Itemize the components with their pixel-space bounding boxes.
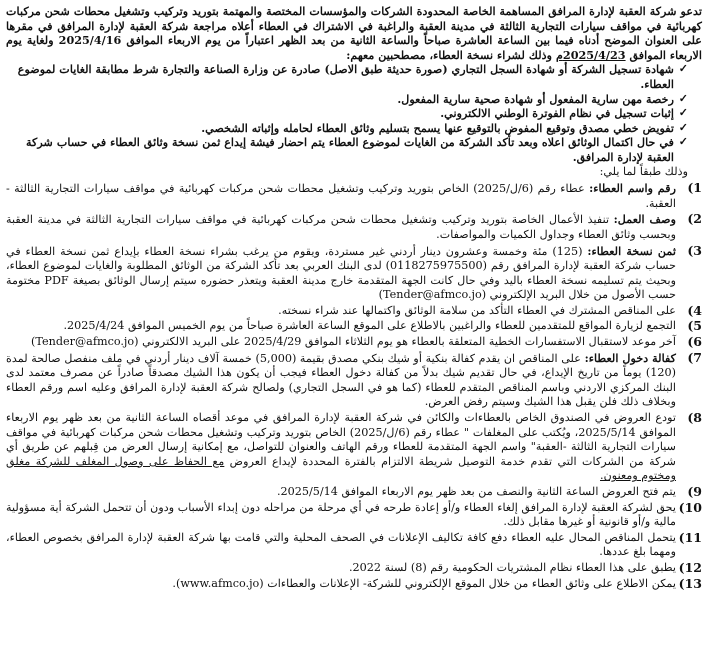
checkmark-icon: ✓: [678, 106, 688, 120]
requirement-text: في حال اكتمال الوثائق اعلاه وبعد تأكد الشركة من الغايات لموضوع العطاء يتم احضار فيشة إيداع ثمن نسخة وثائق العطاء في حساب شركة العقبة لإدارة المرافق.: [26, 135, 674, 164]
term-item: [6, 304, 702, 319]
term-heading: كفالة دخول العطاء:: [584, 350, 676, 365]
checkmark-icon: ✓: [678, 91, 688, 105]
term-item: [6, 501, 702, 530]
intro-paragraph: [6, 4, 702, 62]
term-underlined-text: مع الحفاظ على وصول المغلف للشركة مغلق ومختوم ومعنون.: [6, 454, 676, 483]
term-text: يتم فتح العروض الساعة الثانية والنصف من بعد ظهر يوم الاربعاء الموافق 2025/5/14.: [276, 485, 676, 498]
term-number: 9): [687, 484, 702, 499]
term-number: 4): [687, 302, 702, 318]
term-text: على المناقص ان يقدم كفالة بنكية أو شيك بنكي مصدق بقيمة (5,000) خمسة آلاف دينار أردني في ملف منفصل صالحة لمدة (120) يوماً من تاريخ الإيداع، في حال تقديم شيك بدلاً من كفالة دخول العطاء فيجب أن يكون هذا الشيك مصدقاً صادراً عن مصرف معتمد لدى البنك المركزي الاردني وباسم المناقص المتقدم للعطاء (كما هو في السجل التجاري) ولصالح شركة العقبة لإدارة المرافق وعليه اسم ورقم العطاء وبخلاف ذلك فلن يقبل هذا الشيك وسيتم رفض العرض.: [6, 351, 676, 409]
term-heading: ثمن نسخة العطاء:: [587, 243, 677, 258]
term-text: يطبق على هذا العطاء نظام المشتريات الحكومية رقم (8) لسنة 2022.: [348, 560, 676, 574]
term-number: 5): [687, 318, 702, 334]
term-number: 11): [678, 529, 702, 545]
term-text: يمكن الاطلاع على وثائق العطاء من خلال الموقع الإلكتروني للشركة- الإعلانات والعطاءات (www.afmco.jo).: [172, 576, 676, 590]
term-number: 7): [687, 349, 702, 365]
requirement-text: إثبات تسجيل في نظام الفوترة الوطني الالكتروني.: [440, 106, 674, 121]
term-number: 8): [687, 410, 702, 426]
requirements-list: [6, 62, 702, 164]
term-text: على المناقص المشترك في العطاء التأكد من سلامة الوثائق واكتمالها عند شراء نسخته.: [278, 303, 676, 317]
term-item: [6, 411, 702, 484]
term-text: التجمع لزيارة المواقع للمتقدمين للعطاء والراغبين بالاطلاع على الموقع الساعة العاشرة صباحاً من يوم الخميس الموافق 2025/4/24.: [63, 319, 676, 333]
term-item: [6, 319, 702, 334]
term-item: [6, 181, 702, 211]
intro-text: تدعو شركة العقبة لإدارة المرافق المساهمة الخاصة المحدودة الشركات والمؤسسات المختصة والمهتمة بتوريد وتركيب وتشغيل محطات شحن مركبات كهربائية في مواقف سيارات التجارية الثالثة في مدينة العقبة والراغبة في الاشتراك في العطاء أعلاه مراجعة شركة العقبة لإدارة المرافق في مقرها على العنوان الموضح أدناه فيما بين الساعة العاشرة صباحاً والساعة الثانية من بعد الظهر اعتباراً من يوم الاربعاء الموافق 2025/4/16 ولغاية يوم الاربعاء الموافق: [6, 4, 702, 62]
term-number: 1): [687, 180, 702, 196]
term-number: 3): [687, 242, 702, 258]
requirement-item: [6, 106, 688, 121]
term-item: [6, 351, 702, 410]
term-text: تنفيذ الأعمال الخاصة بتوريد وتركيب وتشغيل محطات شحن مركبات كهربائية في مواقف سيارات التجارية الثالثة في مدينة العقبة وبحسب وثائق العطاء وجداول الكميات والمواصفات.: [6, 213, 676, 241]
requirement-item: [6, 135, 688, 164]
term-item: [6, 485, 702, 500]
terms-list: [6, 181, 702, 591]
term-text: عطاء رقم (6/ل/2025) الخاص بتوريد وتركيب وتشغيل محطات شحن مركبات كهربائية في مواقف سيارات التجارية الثالثة - العقبة.: [6, 182, 676, 210]
term-number: 6): [687, 334, 702, 350]
term-text: يحق لشركة العقبة لإدارة المرافق إلغاء العطاء و/أو إعادة طرحه في أي مرحلة من مراحله دون إبداء الأسباب ودون أن تتحمل الشركة أية مسؤولية مالية و/أو قانونية أو غيرها مقابل ذلك.: [6, 500, 676, 529]
checkmark-icon: ✓: [678, 135, 688, 149]
term-heading: رقم واسم العطاء:: [589, 181, 676, 196]
checkmark-icon: ✓: [678, 62, 688, 76]
term-heading: وصف العمل:: [613, 212, 676, 227]
requirement-item: [6, 62, 688, 91]
intro-deadline-date: 2025/4/23م: [555, 47, 626, 62]
term-number: 10): [678, 499, 702, 515]
term-text: (125) مئة وخمسة وعشرون دينار أردني غير مستردة، ويقوم من يرغب بشراء نسخة العطاء بإيداع ثمن نسخة العطاء في حساب شركة العقبة لإدارة المرافق رقم (0118275975500) لدى البنك العربي بعد تأكد الشركة من الوثائق المطلوبة والغايات لموضوع العطاء، وبحيث يتم تسليمه نسخة العطاء باليد وفي حال كانت الجهة المتقدمة خارج مدينة العقبة ويتعذر حضوره سيتم إرسال الوثائق بصيغة PDF مختومة حسب الأصول من خلال البريد الإلكتروني (Tender@afmco.jo): [6, 244, 677, 302]
requirement-text: رخصة مهن سارية المفعول أو شهادة صحية سارية المفعول.: [397, 91, 674, 106]
term-number: 13): [678, 575, 702, 591]
term-item: [6, 335, 702, 350]
intro-tail: وذلك لشراء نسخة العطاء، مصطحبين معهم:: [346, 47, 556, 62]
term-number: 2): [687, 211, 702, 227]
requirement-text: شهادة تسجيل الشركة أو شهادة السجل التجاري (صورة حديثة طبق الاصل) صادرة عن وزارة الصناعة والتجارة شرط مطابقة الغايات لموضوع العطاء.: [17, 62, 674, 91]
term-item: [6, 244, 702, 303]
requirement-text: تفويض خطي مصدق وتوقيع المفوض بالتوقيع عنها يسمح بتسليم وثائق العطاء لحامله وإثباته الشخصي.: [201, 120, 674, 135]
requirement-item: [6, 121, 688, 136]
term-item: [6, 531, 702, 560]
requirement-item: [6, 92, 688, 107]
term-text: تودع العروض في الصندوق الخاص بالعطاءات والكائن في شركة العقبة لإدارة المرافق في موعد أقصاه الساعة الثانية من بعد ظهر يوم الاربعاء الموافق 2025/5/14، ويُكتب على المغلفات " عطاء رقم (6/ل/2025) الخاص بتوريد وتركيب وتشغيل محطات شحن مركبات كهربائية في مواقف سيارات التجارية الثالثة -العقبة" واسم الجهة المتقدمة للعطاء ورقم الهاتف والعنوان للتواصل، مع إمكانية إرسال العرض من قِبلهم عن طريق أي شركة من الشركات التي تقدم خدمة التوصيل شريطة الالتزام بالفترة المحددة لإيداع العروض: [6, 411, 676, 468]
term-item: [6, 577, 702, 592]
term-item: [6, 212, 702, 242]
checkmark-icon: ✓: [678, 120, 688, 134]
term-item: [6, 561, 702, 576]
term-text: يتحمل المناقص المحال عليه العطاء دفع كافة تكاليف الإعلانات في الصحف المحلية والتي قامت بها شركة العقبة لإدارة المرافق بخصوص العطاء، ومهما بلغ عددها.: [6, 530, 676, 559]
term-number: 12): [678, 559, 702, 575]
term-text: آخر موعد لاستقبال الاستفسارات الخطية المتعلقة بالعطاء هو يوم الثلاثاء الموافق 2025/4/29 على البريد الالكتروني (Tender@afmco.jo): [31, 335, 676, 349]
followup-line: وذلك طبقاً لما يلي:: [599, 164, 688, 178]
